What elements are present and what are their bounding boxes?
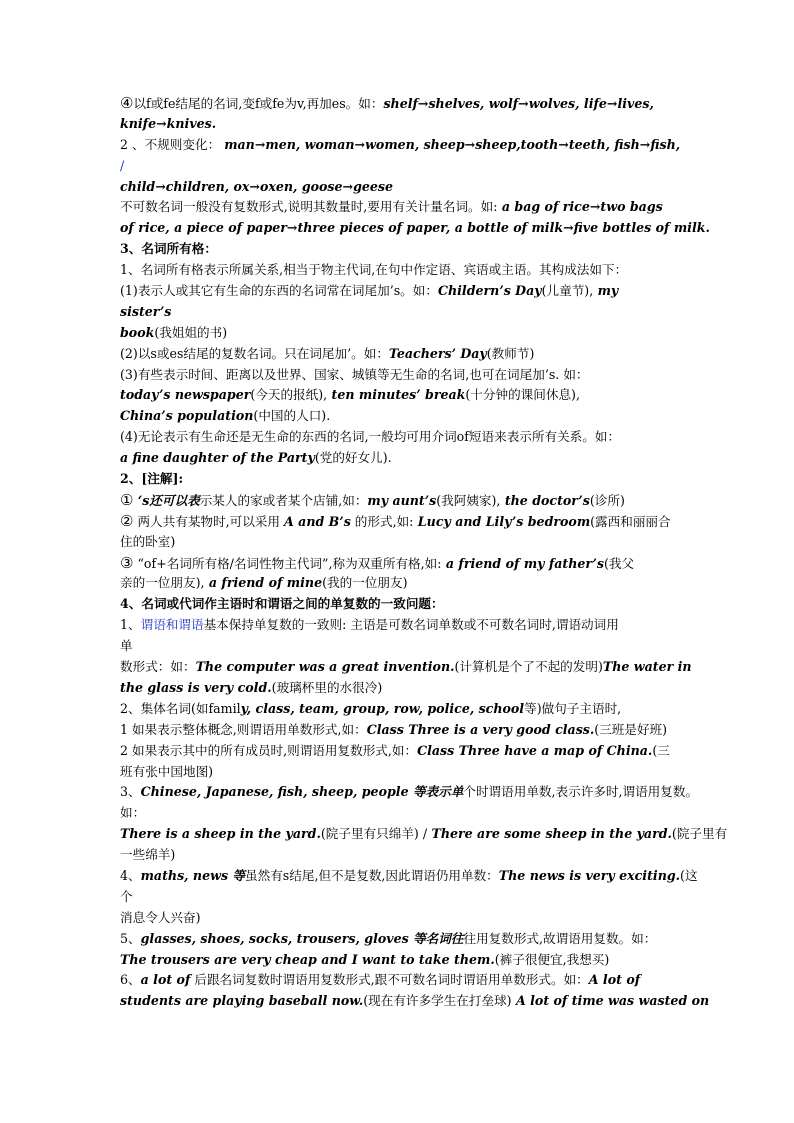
text-line bbox=[120, 197, 680, 218]
text-segment: 等)做句子主语时, bbox=[524, 700, 622, 716]
text-segment: (玻璃杯里的水很冷) bbox=[271, 679, 383, 695]
text-segment: a friend of my father’s bbox=[441, 555, 604, 571]
text-segment: 谓语和谓语 bbox=[140, 617, 204, 633]
text-segment: 往用复数形式,故谓语用复数。如： bbox=[463, 930, 657, 946]
text-line bbox=[120, 135, 680, 156]
text-line bbox=[120, 218, 710, 239]
text-line bbox=[120, 490, 680, 511]
text-segment: The trousers are very cheap and I want to take them. bbox=[120, 951, 495, 967]
text-segment: a lot of bbox=[140, 972, 191, 988]
text-segment: 的形式,如: bbox=[350, 513, 414, 529]
text-segment: 班有张中国地图) bbox=[120, 763, 214, 779]
text-segment: 两人共有某物时,可以采用 bbox=[133, 513, 284, 529]
text-segment: shelf→shelves, wolf→wolves, life→lives, bbox=[383, 96, 654, 111]
text-line bbox=[120, 970, 680, 991]
text-segment: students are playing baseball now. bbox=[120, 993, 364, 1009]
text-line bbox=[120, 908, 680, 929]
text-segment: 后跟名词复数时谓语用复数形式,跟不可数名词时谓语用单数形式。如： bbox=[190, 972, 589, 988]
text-line bbox=[120, 762, 680, 783]
text-segment: (4)无论表示有生命还是无生命的东西的名词,一般均可用介词of短语来表示所有关系。如： bbox=[120, 429, 621, 445]
text-segment: 亲的一位朋友), bbox=[120, 575, 205, 591]
text-segment: 3、名词所有格： bbox=[120, 241, 217, 257]
text-line bbox=[120, 553, 680, 574]
text-segment: 5、 bbox=[120, 930, 141, 946]
text-line bbox=[120, 636, 680, 657]
text-line bbox=[120, 532, 680, 553]
text-segment: (这 bbox=[680, 867, 698, 883]
text-segment: 2 如果表示其中的所有成员时,则谓语用复数形式,如： bbox=[120, 742, 418, 758]
text-segment: Lucy and Lily’s bedroom bbox=[413, 513, 591, 529]
text-line bbox=[120, 950, 680, 971]
text-segment: (儿童节), bbox=[541, 283, 594, 299]
text-line bbox=[120, 594, 680, 615]
text-segment: (三 bbox=[652, 742, 670, 758]
text-segment: today’s newspaper bbox=[120, 387, 251, 403]
text-segment: (2)以s或es结尾的复数名词。只在词尾加’。如： bbox=[120, 345, 389, 361]
text-segment: 2、集体名词(如famil bbox=[120, 700, 241, 716]
text-line bbox=[120, 803, 680, 824]
text-line bbox=[120, 469, 680, 490]
text-segment: 消息令人兴奋) bbox=[120, 909, 201, 925]
text-segment: my aunt’s bbox=[367, 492, 437, 508]
text-line bbox=[120, 511, 680, 532]
text-segment: (今天的报纸), bbox=[250, 387, 328, 403]
text-line bbox=[120, 657, 692, 678]
text-line bbox=[120, 427, 680, 448]
text-segment: ④ bbox=[120, 94, 134, 112]
text-segment: Teachers’ Day bbox=[388, 345, 487, 361]
text-segment: the glass is very cold. bbox=[120, 679, 272, 695]
text-segment: Chinese, Japanese, fish, sheep, people 等表示单 bbox=[140, 784, 464, 800]
text-segment: The news is very exciting. bbox=[498, 867, 681, 883]
text-segment: The computer was a great invention. bbox=[195, 659, 455, 675]
text-line bbox=[120, 741, 680, 762]
text-segment: ten minutes’ break bbox=[327, 387, 466, 403]
text-segment: (院子里有 bbox=[671, 826, 728, 842]
text-segment: book bbox=[120, 324, 155, 340]
text-segment: Childern’s Day bbox=[437, 283, 542, 299]
text-line bbox=[120, 406, 680, 427]
text-segment: 个 bbox=[120, 888, 133, 904]
text-segment: ‘s还可以表 bbox=[133, 492, 200, 508]
text-line bbox=[120, 302, 680, 323]
text-line bbox=[120, 114, 680, 135]
text-segment: (我阿姨家), bbox=[436, 492, 501, 508]
text-segment: (教师节) bbox=[486, 345, 535, 361]
text-segment: (院子里有只绵羊) / bbox=[320, 826, 428, 842]
text-segment: maths, news 等 bbox=[140, 867, 246, 883]
text-segment: a friend of mine bbox=[204, 575, 323, 591]
text-line bbox=[120, 991, 710, 1012]
text-segment: (我姐姐的书) bbox=[154, 324, 228, 340]
text-line bbox=[120, 281, 680, 302]
text-line bbox=[120, 782, 699, 803]
text-segment: “of+名词所有格/名词性物主代词”,称为双重所有格,如: bbox=[133, 555, 442, 571]
text-line bbox=[120, 887, 680, 908]
text-segment: A lot of bbox=[588, 972, 641, 988]
text-segment: 1、 bbox=[120, 617, 141, 633]
text-segment: 2、[注解]: bbox=[120, 471, 184, 487]
text-segment: (我父 bbox=[604, 555, 635, 571]
text-segment: sister’s bbox=[120, 303, 172, 319]
text-segment: (三班是好班) bbox=[594, 721, 668, 737]
text-segment: A lot of time was wasted on bbox=[511, 993, 710, 1009]
text-segment: 单 bbox=[120, 638, 133, 654]
text-segment: (3)有些表示时间、距离以及世界、国家、城镇等无生命的名词,也可在词尾加’s. 如： bbox=[120, 366, 589, 382]
text-segment: / bbox=[120, 157, 125, 173]
text-segment: (1)表示人或其它有生命的东西的名词常在词尾加’s。如： bbox=[120, 283, 438, 299]
text-segment: A and B’s bbox=[284, 513, 351, 529]
text-segment: 基本保持单复数的一致则: 主语是可数名词单数或不可数名词时,谓语动词用 bbox=[203, 617, 619, 633]
text-segment: 4、名词或代词作主语时和谓语之间的单复数的一致问题： bbox=[120, 596, 444, 612]
text-segment: (露西和丽丽合 bbox=[590, 513, 671, 529]
text-segment: child→children, ox→oxen, goose→geese bbox=[120, 178, 394, 194]
text-segment: (十分钟的课间休息), bbox=[465, 387, 580, 403]
text-segment: (裤子很便宜,我想买) bbox=[494, 951, 610, 967]
text-segment: ② bbox=[120, 511, 134, 530]
text-line bbox=[120, 93, 680, 114]
text-segment: 住的卧室) bbox=[120, 533, 176, 549]
text-segment: y, class, team, group, row, police, school bbox=[240, 700, 525, 716]
text-segment: 以f或fe结尾的名词,变f或fe为v,再加es。如： bbox=[133, 96, 384, 111]
text-segment: 一些绵羊) bbox=[120, 847, 176, 863]
text-segment: my bbox=[593, 283, 619, 299]
text-line bbox=[120, 385, 680, 406]
text-segment: (中国的人口). bbox=[253, 408, 331, 424]
text-line bbox=[120, 260, 680, 281]
text-segment: (现在有许多学生在打垒球) bbox=[363, 993, 512, 1009]
text-line bbox=[120, 699, 680, 720]
text-segment: ① bbox=[120, 490, 134, 509]
text-line bbox=[120, 845, 680, 866]
text-line bbox=[120, 344, 680, 365]
text-segment: China’s population bbox=[120, 408, 254, 424]
text-line bbox=[120, 365, 680, 386]
text-line bbox=[120, 177, 680, 198]
text-segment: knife→knives. bbox=[120, 115, 217, 131]
text-segment: 示某人的家或者某个店铺,如： bbox=[199, 492, 368, 508]
text-segment: Class Three is a very good class. bbox=[366, 721, 595, 737]
text-line bbox=[120, 323, 680, 344]
text-segment: the doctor’s bbox=[500, 492, 590, 508]
text-segment: Class Three have a map of China. bbox=[417, 742, 653, 758]
text-segment: 不可数名词一般没有复数形式,说明其数量时,要用有关计量名词。如: bbox=[120, 199, 498, 215]
text-segment: (诊所) bbox=[589, 492, 625, 508]
text-line bbox=[120, 615, 680, 636]
text-segment: ③ bbox=[120, 553, 134, 572]
text-segment: 3、 bbox=[120, 784, 141, 800]
text-segment: There are some sheep in the yard. bbox=[427, 826, 672, 842]
document-page bbox=[120, 93, 728, 1012]
text-segment: 个时谓语用单数,表示许多时,谓语用复数。 bbox=[463, 784, 699, 800]
text-segment: 6、 bbox=[120, 972, 141, 988]
text-line bbox=[120, 573, 680, 594]
text-segment: (计算机是个了不起的发明) bbox=[454, 659, 603, 675]
text-line bbox=[120, 448, 680, 469]
text-segment: 数形式：如： bbox=[120, 659, 196, 675]
text-line bbox=[120, 929, 680, 950]
text-line bbox=[120, 156, 680, 177]
text-segment: (党的好女儿). bbox=[314, 450, 392, 466]
text-segment: The water in bbox=[602, 659, 692, 675]
text-line bbox=[120, 866, 698, 887]
text-line bbox=[120, 720, 680, 741]
text-segment: 虽然有s结尾,但不是复数,因此谓语仍用单数： bbox=[245, 867, 499, 883]
text-line bbox=[120, 239, 680, 260]
text-segment: 如： bbox=[120, 805, 146, 821]
text-line bbox=[120, 824, 728, 845]
text-segment: a bag of rice→two bags bbox=[497, 199, 663, 215]
text-segment: 1、名词所有格表示所属关系,相当于物主代词,在句中作定语、宾语或主语。其构成法如下： bbox=[120, 262, 628, 278]
text-segment: glasses, shoes, socks, trousers, gloves 等名词往 bbox=[140, 930, 464, 946]
text-segment: 4、 bbox=[120, 867, 141, 883]
text-line bbox=[120, 678, 680, 699]
text-segment: 2 、不规则变化： bbox=[120, 136, 225, 152]
text-segment: a fine daughter of the Party bbox=[120, 450, 315, 466]
text-segment: There is a sheep in the yard. bbox=[120, 826, 321, 842]
text-segment: (我的一位朋友) bbox=[322, 575, 408, 591]
text-segment: 1 如果表示整体概念,则谓语用单数形式,如： bbox=[120, 721, 367, 737]
text-segment: of rice, a piece of paper→three pieces of paper, a bottle of milk→five bottles of milk. bbox=[120, 220, 710, 236]
text-segment: man→men, woman→women, sheep→sheep,tooth→teeth, fish→fish, bbox=[224, 136, 681, 152]
